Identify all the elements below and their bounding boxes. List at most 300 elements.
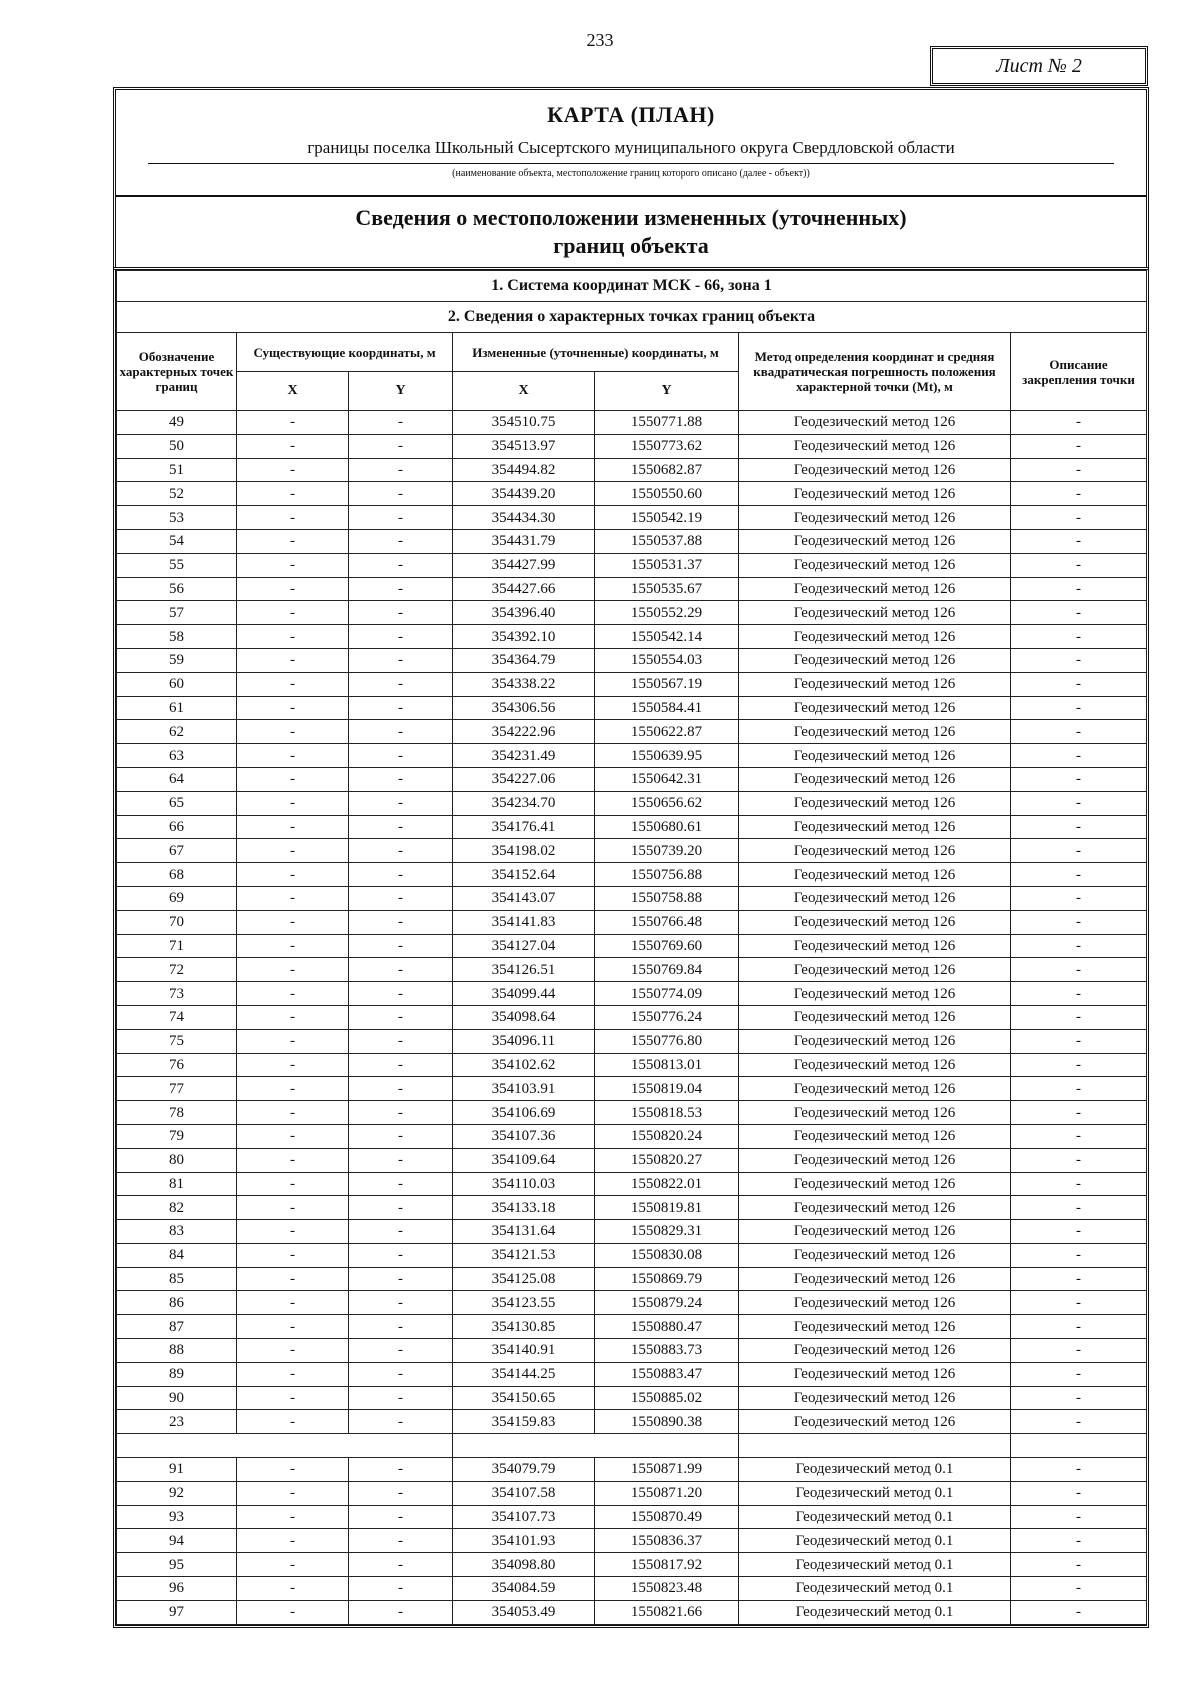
object-name-underline xyxy=(148,163,1114,164)
col-existing: Существующие координаты, м xyxy=(237,333,453,372)
cell-changed-y: 1550870.49 xyxy=(595,1505,739,1529)
cell-changed-y: 1550656.62 xyxy=(595,791,739,815)
table-row xyxy=(117,648,1147,672)
cell-point-id: 94 xyxy=(117,1529,237,1553)
cell-changed-y: 1550639.95 xyxy=(595,744,739,768)
cell-changed-x: 354110.03 xyxy=(453,1172,595,1196)
cell-changed-x: 354392.10 xyxy=(453,625,595,649)
cell-method: Геодезический метод 126 xyxy=(739,482,1011,506)
table-row xyxy=(117,529,1147,553)
cell-changed-y: 1550871.99 xyxy=(595,1458,739,1482)
cell-existing-y: - xyxy=(349,1172,453,1196)
cell-point-id: 96 xyxy=(117,1577,237,1601)
cell-method: Геодезический метод 126 xyxy=(739,1315,1011,1339)
cell-description: - xyxy=(1011,1172,1147,1196)
cell-existing-y: - xyxy=(349,1005,453,1029)
cell-existing-x: - xyxy=(237,506,349,530)
cell-description: - xyxy=(1011,696,1147,720)
table-row xyxy=(117,1243,1147,1267)
title-block xyxy=(116,90,1146,197)
table-row xyxy=(117,1315,1147,1339)
cell-existing-y: - xyxy=(349,791,453,815)
cell-method: Геодезический метод 126 xyxy=(739,648,1011,672)
cell-existing-x: - xyxy=(237,1220,349,1244)
cell-changed-x: 354364.79 xyxy=(453,648,595,672)
cell-existing-x: - xyxy=(237,1600,349,1624)
cell-changed-y: 1550813.01 xyxy=(595,1053,739,1077)
cell-point-id: 73 xyxy=(117,982,237,1006)
cell-method: Геодезический метод 126 xyxy=(739,1077,1011,1101)
table-row xyxy=(117,1410,1147,1434)
cell-description: - xyxy=(1011,1410,1147,1434)
table-row xyxy=(117,839,1147,863)
cell-description: - xyxy=(1011,958,1147,982)
cell-method: Геодезический метод 126 xyxy=(739,886,1011,910)
sheet-label: Лист № 2 xyxy=(930,46,1148,86)
cell-existing-y: - xyxy=(349,1053,453,1077)
cell-changed-x: 354439.20 xyxy=(453,482,595,506)
col-changed: Измененные (уточненные) координаты, м xyxy=(453,333,739,372)
cell-changed-x: 354427.66 xyxy=(453,577,595,601)
table-row xyxy=(117,1553,1147,1577)
table-row xyxy=(117,1077,1147,1101)
cell-point-id: 53 xyxy=(117,506,237,530)
table-row xyxy=(117,744,1147,768)
cell-existing-y: - xyxy=(349,1267,453,1291)
cell-existing-x: - xyxy=(237,529,349,553)
cell-changed-x: 354102.62 xyxy=(453,1053,595,1077)
table-row xyxy=(117,482,1147,506)
cell-description: - xyxy=(1011,577,1147,601)
table-row xyxy=(117,791,1147,815)
cell-changed-x: 354198.02 xyxy=(453,839,595,863)
cell-method: Геодезический метод 126 xyxy=(739,1053,1011,1077)
cell-method: Геодезический метод 126 xyxy=(739,910,1011,934)
cell-existing-y: - xyxy=(349,1553,453,1577)
cell-changed-y: 1550822.01 xyxy=(595,1172,739,1196)
cell-point-id: 49 xyxy=(117,411,237,435)
cell-changed-x: 354101.93 xyxy=(453,1529,595,1553)
cell-point-id: 82 xyxy=(117,1196,237,1220)
cell-changed-y: 1550769.84 xyxy=(595,958,739,982)
map-title: КАРТА (ПЛАН) xyxy=(547,102,715,127)
cell-changed-y: 1550885.02 xyxy=(595,1386,739,1410)
cell-changed-y: 1550823.48 xyxy=(595,1577,739,1601)
cell-point-id: 57 xyxy=(117,601,237,625)
table-row xyxy=(117,958,1147,982)
cell-existing-x: - xyxy=(237,1339,349,1363)
cell-method: Геодезический метод 126 xyxy=(739,767,1011,791)
cell-description: - xyxy=(1011,1505,1147,1529)
cell-changed-y: 1550554.03 xyxy=(595,648,739,672)
cell-description: - xyxy=(1011,1577,1147,1601)
cell-existing-x: - xyxy=(237,601,349,625)
cell-changed-y: 1550552.29 xyxy=(595,601,739,625)
cell-existing-y: - xyxy=(349,982,453,1006)
points-group-2 xyxy=(117,1458,1147,1625)
table-row xyxy=(117,411,1147,435)
cell-existing-x: - xyxy=(237,791,349,815)
cell-method: Геодезический метод 126 xyxy=(739,1124,1011,1148)
cell-existing-x: - xyxy=(237,1077,349,1101)
cell-changed-x: 354125.08 xyxy=(453,1267,595,1291)
cell-changed-y: 1550584.41 xyxy=(595,696,739,720)
cell-changed-y: 1550756.88 xyxy=(595,863,739,887)
table-row xyxy=(117,601,1147,625)
cell-changed-y: 1550531.37 xyxy=(595,553,739,577)
cell-existing-x: - xyxy=(237,1577,349,1601)
cell-description: - xyxy=(1011,744,1147,768)
table-row xyxy=(117,1577,1147,1601)
table-row xyxy=(117,1481,1147,1505)
cell-changed-x: 354133.18 xyxy=(453,1196,595,1220)
cell-description: - xyxy=(1011,1101,1147,1125)
cell-point-id: 69 xyxy=(117,886,237,910)
cell-changed-x: 354107.73 xyxy=(453,1505,595,1529)
cell-description: - xyxy=(1011,1553,1147,1577)
cell-method: Геодезический метод 126 xyxy=(739,625,1011,649)
cell-point-id: 86 xyxy=(117,1291,237,1315)
cell-changed-x: 354098.64 xyxy=(453,1005,595,1029)
cell-method: Геодезический метод 126 xyxy=(739,1339,1011,1363)
cell-method: Геодезический метод 126 xyxy=(739,720,1011,744)
cell-method: Геодезический метод 0.1 xyxy=(739,1481,1011,1505)
cell-description: - xyxy=(1011,1315,1147,1339)
col-description: Описание закрепления точки xyxy=(1011,333,1147,411)
cell-description: - xyxy=(1011,1291,1147,1315)
cell-changed-x: 354234.70 xyxy=(453,791,595,815)
cell-existing-y: - xyxy=(349,1481,453,1505)
title-frame xyxy=(113,87,1149,270)
cell-changed-y: 1550880.47 xyxy=(595,1315,739,1339)
cell-description: - xyxy=(1011,1267,1147,1291)
cell-existing-y: - xyxy=(349,1339,453,1363)
cell-changed-y: 1550879.24 xyxy=(595,1291,739,1315)
cell-changed-y: 1550771.88 xyxy=(595,411,739,435)
cell-point-id: 77 xyxy=(117,1077,237,1101)
cell-method: Геодезический метод 126 xyxy=(739,577,1011,601)
cell-changed-x: 354306.56 xyxy=(453,696,595,720)
cell-existing-y: - xyxy=(349,886,453,910)
cell-existing-y: - xyxy=(349,1410,453,1434)
cell-existing-x: - xyxy=(237,1529,349,1553)
cell-method: Геодезический метод 0.1 xyxy=(739,1600,1011,1624)
cell-changed-x: 354513.97 xyxy=(453,434,595,458)
cell-changed-x: 354123.55 xyxy=(453,1291,595,1315)
cell-existing-y: - xyxy=(349,863,453,887)
cell-existing-x: - xyxy=(237,1553,349,1577)
col-existing-x: X xyxy=(237,372,349,411)
cell-existing-y: - xyxy=(349,1386,453,1410)
cell-description: - xyxy=(1011,1600,1147,1624)
cell-description: - xyxy=(1011,1148,1147,1172)
table-row xyxy=(117,767,1147,791)
cell-description: - xyxy=(1011,1243,1147,1267)
points-separator xyxy=(117,1434,1147,1458)
cell-point-id: 85 xyxy=(117,1267,237,1291)
section-block xyxy=(116,197,1146,267)
cell-existing-y: - xyxy=(349,1220,453,1244)
cell-existing-y: - xyxy=(349,601,453,625)
cell-point-id: 60 xyxy=(117,672,237,696)
cell-changed-y: 1550829.31 xyxy=(595,1220,739,1244)
cell-method: Геодезический метод 126 xyxy=(739,1410,1011,1434)
cell-existing-x: - xyxy=(237,1267,349,1291)
cell-existing-y: - xyxy=(349,815,453,839)
cell-method: Геодезический метод 126 xyxy=(739,1243,1011,1267)
cell-existing-y: - xyxy=(349,1243,453,1267)
cell-description: - xyxy=(1011,1005,1147,1029)
cell-method: Геодезический метод 126 xyxy=(739,506,1011,530)
cell-existing-x: - xyxy=(237,411,349,435)
table-row xyxy=(117,434,1147,458)
table-row xyxy=(117,1148,1147,1172)
cell-changed-x: 354150.65 xyxy=(453,1386,595,1410)
cell-existing-x: - xyxy=(237,696,349,720)
cell-description: - xyxy=(1011,625,1147,649)
cell-changed-x: 354427.99 xyxy=(453,553,595,577)
cell-method: Геодезический метод 126 xyxy=(739,839,1011,863)
cell-point-id: 78 xyxy=(117,1101,237,1125)
cell-existing-x: - xyxy=(237,1148,349,1172)
cell-existing-y: - xyxy=(349,1529,453,1553)
cell-description: - xyxy=(1011,863,1147,887)
cell-existing-y: - xyxy=(349,506,453,530)
cell-existing-x: - xyxy=(237,672,349,696)
cell-changed-y: 1550537.88 xyxy=(595,529,739,553)
table-row xyxy=(117,1053,1147,1077)
table-row xyxy=(117,553,1147,577)
cell-description: - xyxy=(1011,815,1147,839)
cell-existing-x: - xyxy=(237,1172,349,1196)
cell-method: Геодезический метод 126 xyxy=(739,1101,1011,1125)
cell-method: Геодезический метод 0.1 xyxy=(739,1529,1011,1553)
cell-existing-y: - xyxy=(349,1600,453,1624)
cell-point-id: 92 xyxy=(117,1481,237,1505)
table-row xyxy=(117,1339,1147,1363)
points-table xyxy=(116,270,1147,1625)
cell-existing-y: - xyxy=(349,553,453,577)
cell-point-id: 74 xyxy=(117,1005,237,1029)
cell-method: Геодезический метод 126 xyxy=(739,1291,1011,1315)
cell-changed-y: 1550776.80 xyxy=(595,1029,739,1053)
cell-point-id: 23 xyxy=(117,1410,237,1434)
cell-method: Геодезический метод 126 xyxy=(739,529,1011,553)
cell-point-id: 75 xyxy=(117,1029,237,1053)
cell-point-id: 95 xyxy=(117,1553,237,1577)
cell-description: - xyxy=(1011,1196,1147,1220)
cell-existing-y: - xyxy=(349,1101,453,1125)
cell-existing-x: - xyxy=(237,1362,349,1386)
table-row xyxy=(117,886,1147,910)
cell-method: Геодезический метод 126 xyxy=(739,1172,1011,1196)
table-row xyxy=(117,815,1147,839)
cell-existing-y: - xyxy=(349,625,453,649)
cell-changed-x: 354431.79 xyxy=(453,529,595,553)
cell-description: - xyxy=(1011,553,1147,577)
cell-changed-y: 1550769.60 xyxy=(595,934,739,958)
cell-existing-x: - xyxy=(237,553,349,577)
cell-point-id: 80 xyxy=(117,1148,237,1172)
cell-existing-x: - xyxy=(237,1196,349,1220)
cell-existing-x: - xyxy=(237,577,349,601)
cell-method: Геодезический метод 126 xyxy=(739,1029,1011,1053)
cell-changed-x: 354159.83 xyxy=(453,1410,595,1434)
cell-point-id: 58 xyxy=(117,625,237,649)
cell-point-id: 87 xyxy=(117,1315,237,1339)
cell-method: Геодезический метод 126 xyxy=(739,601,1011,625)
cell-changed-y: 1550883.73 xyxy=(595,1339,739,1363)
table-row xyxy=(117,577,1147,601)
cell-existing-x: - xyxy=(237,1243,349,1267)
table-row xyxy=(117,1172,1147,1196)
cell-existing-y: - xyxy=(349,839,453,863)
cell-method: Геодезический метод 126 xyxy=(739,863,1011,887)
cell-description: - xyxy=(1011,791,1147,815)
table-row xyxy=(117,1124,1147,1148)
cell-description: - xyxy=(1011,601,1147,625)
cell-method: Геодезический метод 126 xyxy=(739,411,1011,435)
cell-existing-x: - xyxy=(237,767,349,791)
table-row xyxy=(117,720,1147,744)
cell-changed-y: 1550820.27 xyxy=(595,1148,739,1172)
coord-system-banner: 1. Система координат МСК - 66, зона 1 xyxy=(117,271,1147,302)
cell-existing-x: - xyxy=(237,934,349,958)
cell-point-id: 90 xyxy=(117,1386,237,1410)
cell-existing-x: - xyxy=(237,1005,349,1029)
cell-changed-x: 354130.85 xyxy=(453,1315,595,1339)
table-row xyxy=(117,1267,1147,1291)
table-row xyxy=(117,1600,1147,1624)
cell-point-id: 68 xyxy=(117,863,237,887)
cell-existing-y: - xyxy=(349,1291,453,1315)
cell-description: - xyxy=(1011,934,1147,958)
cell-changed-y: 1550766.48 xyxy=(595,910,739,934)
cell-changed-x: 354096.11 xyxy=(453,1029,595,1053)
cell-existing-x: - xyxy=(237,863,349,887)
cell-description: - xyxy=(1011,1362,1147,1386)
col-changed-y: Y xyxy=(595,372,739,411)
cell-description: - xyxy=(1011,982,1147,1006)
table-row xyxy=(117,982,1147,1006)
table-row xyxy=(117,1101,1147,1125)
cell-existing-x: - xyxy=(237,1458,349,1482)
points-group-1 xyxy=(117,411,1147,1434)
col-changed-x: X xyxy=(453,372,595,411)
cell-existing-y: - xyxy=(349,529,453,553)
cell-changed-y: 1550869.79 xyxy=(595,1267,739,1291)
cell-method: Геодезический метод 126 xyxy=(739,434,1011,458)
cell-existing-x: - xyxy=(237,815,349,839)
cell-changed-y: 1550774.09 xyxy=(595,982,739,1006)
table-row xyxy=(117,696,1147,720)
cell-description: - xyxy=(1011,411,1147,435)
table-row xyxy=(117,1386,1147,1410)
cell-changed-x: 354126.51 xyxy=(453,958,595,982)
cell-changed-y: 1550550.60 xyxy=(595,482,739,506)
cell-changed-y: 1550680.61 xyxy=(595,815,739,839)
col-point: Обозначение характерных точек границ xyxy=(117,333,237,411)
cell-changed-x: 354222.96 xyxy=(453,720,595,744)
cell-method: Геодезический метод 126 xyxy=(739,1196,1011,1220)
cell-changed-x: 354103.91 xyxy=(453,1077,595,1101)
cell-description: - xyxy=(1011,910,1147,934)
cell-method: Геодезический метод 126 xyxy=(739,815,1011,839)
cell-description: - xyxy=(1011,1077,1147,1101)
cell-existing-y: - xyxy=(349,1077,453,1101)
table-row xyxy=(117,506,1147,530)
cell-point-id: 83 xyxy=(117,1220,237,1244)
cell-existing-x: - xyxy=(237,1124,349,1148)
cell-method: Геодезический метод 0.1 xyxy=(739,1458,1011,1482)
cell-method: Геодезический метод 126 xyxy=(739,1362,1011,1386)
table-row xyxy=(117,1029,1147,1053)
table-row xyxy=(117,625,1147,649)
cell-changed-y: 1550819.04 xyxy=(595,1077,739,1101)
cell-existing-y: - xyxy=(349,767,453,791)
cell-changed-y: 1550773.62 xyxy=(595,434,739,458)
cell-description: - xyxy=(1011,529,1147,553)
cell-changed-y: 1550739.20 xyxy=(595,839,739,863)
cell-point-id: 97 xyxy=(117,1600,237,1624)
cell-existing-x: - xyxy=(237,458,349,482)
cell-description: - xyxy=(1011,1339,1147,1363)
cell-changed-x: 354227.06 xyxy=(453,767,595,791)
cell-existing-x: - xyxy=(237,1101,349,1125)
cell-changed-y: 1550821.66 xyxy=(595,1600,739,1624)
cell-existing-y: - xyxy=(349,458,453,482)
cell-point-id: 50 xyxy=(117,434,237,458)
cell-method: Геодезический метод 126 xyxy=(739,1005,1011,1029)
cell-existing-x: - xyxy=(237,482,349,506)
cell-existing-y: - xyxy=(349,1577,453,1601)
cell-existing-y: - xyxy=(349,696,453,720)
cell-point-id: 93 xyxy=(117,1505,237,1529)
table-row xyxy=(117,1362,1147,1386)
table-row xyxy=(117,1005,1147,1029)
cell-changed-y: 1550818.53 xyxy=(595,1101,739,1125)
cell-description: - xyxy=(1011,720,1147,744)
cell-existing-x: - xyxy=(237,910,349,934)
cell-changed-x: 354109.64 xyxy=(453,1148,595,1172)
cell-existing-x: - xyxy=(237,744,349,768)
cell-description: - xyxy=(1011,1124,1147,1148)
cell-method: Геодезический метод 126 xyxy=(739,958,1011,982)
cell-changed-x: 354176.41 xyxy=(453,815,595,839)
cell-point-id: 61 xyxy=(117,696,237,720)
cell-point-id: 88 xyxy=(117,1339,237,1363)
cell-changed-y: 1550820.24 xyxy=(595,1124,739,1148)
cell-changed-x: 354144.25 xyxy=(453,1362,595,1386)
cell-changed-y: 1550682.87 xyxy=(595,458,739,482)
cell-existing-y: - xyxy=(349,1148,453,1172)
cell-method: Геодезический метод 126 xyxy=(739,934,1011,958)
cell-point-id: 54 xyxy=(117,529,237,553)
cell-existing-y: - xyxy=(349,1458,453,1482)
cell-description: - xyxy=(1011,1458,1147,1482)
cell-existing-y: - xyxy=(349,1362,453,1386)
cell-method: Геодезический метод 126 xyxy=(739,553,1011,577)
cell-point-id: 84 xyxy=(117,1243,237,1267)
cell-method: Геодезический метод 126 xyxy=(739,1386,1011,1410)
cell-existing-x: - xyxy=(237,1481,349,1505)
cell-changed-y: 1550758.88 xyxy=(595,886,739,910)
cell-point-id: 62 xyxy=(117,720,237,744)
cell-method: Геодезический метод 126 xyxy=(739,458,1011,482)
object-caption: (наименование объекта, местоположение границ которого описано (далее - объект)) xyxy=(452,168,810,179)
cell-changed-y: 1550542.14 xyxy=(595,625,739,649)
cell-point-id: 79 xyxy=(117,1124,237,1148)
